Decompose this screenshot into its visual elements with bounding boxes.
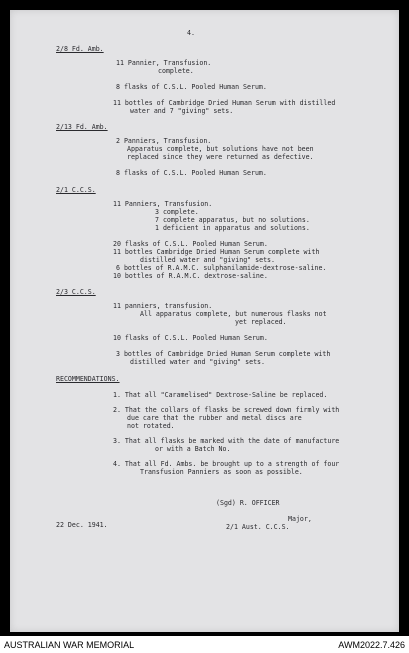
item-line: distilled water and "giving" sets. (140, 256, 275, 264)
item-line: 7 complete apparatus, but no solutions. (155, 216, 310, 224)
document-date: 22 Dec. 1941. (56, 521, 108, 529)
signature-line: (Sgd) R. OFFICER (216, 499, 280, 507)
section-heading: 2/13 Fd. Amb. (56, 123, 108, 131)
recommendation-line: Transfusion Panniers as soon as possible. (140, 468, 303, 476)
item-line: 10 flasks of C.S.L. Pooled Human Serum. (113, 334, 268, 342)
footer-accession-number: AWM2022.7.426 (338, 640, 405, 650)
item-line: 3 bottles of Cambridge Dried Human Serum complete with (116, 350, 331, 358)
recommendation-line: 1. That all "Caramelised" Dextrose-Saline be replaced. (113, 391, 328, 399)
item-line: Apparatus complete, but solutions have not been (127, 145, 314, 153)
recommendation-line: 2. That the collars of flasks be screwed down firmly with (113, 406, 340, 414)
section-heading: 2/1 C.C.S. (56, 186, 96, 194)
recommendation-line: or with a Batch No. (155, 445, 231, 453)
item-line: 11 bottles Cambridge Dried Human Serum complete with (113, 248, 320, 256)
item-line: 2 Panniers, Transfusion. (116, 137, 212, 145)
section-heading: 2/3 C.C.S. (56, 288, 96, 296)
item-line: 11 Panniers, Transfusion. (113, 200, 213, 208)
item-line: water and 7 "giving" sets. (130, 107, 234, 115)
item-line: 8 flasks of C.S.L. Pooled Human Serum. (116, 169, 267, 177)
item-line: 11 panniers, transfusion. (113, 302, 213, 310)
recommendation-line: 3. That all flasks be marked with the date of manufacture (113, 437, 340, 445)
item-line: 8 flasks of C.S.L. Pooled Human Serum. (116, 83, 267, 91)
item-line: yet replaced. (235, 318, 287, 326)
item-line: replaced since they were returned as defective. (127, 153, 314, 161)
item-line: distilled water and "giving" sets. (130, 358, 265, 366)
item-line: 6 bottles of R.A.M.C. sulphanilamide-dextrose-saline. (116, 264, 327, 272)
footer-bar (0, 636, 409, 653)
section-heading: 2/8 Fd. Amb. (56, 45, 104, 53)
recommendation-line: 4. That all Fd. Ambs. be brought up to a strength of four (113, 460, 340, 468)
recommendation-line: due care that the rubber and metal discs are (127, 414, 302, 422)
recommendations-heading: RECOMMENDATIONS. (56, 375, 120, 383)
signature-rank: Major, (288, 515, 312, 523)
item-line: 11 bottles of Cambridge Dried Human Serum with distilled (113, 99, 336, 107)
item-line: 20 flasks of C.S.L. Pooled Human Serum. (113, 240, 268, 248)
document-page (10, 10, 399, 632)
footer-institution: AUSTRALIAN WAR MEMORIAL (4, 640, 135, 650)
item-line: 10 bottles of R.A.M.C. dextrose-saline. (113, 272, 268, 280)
item-line: 1 deficient in apparatus and solutions. (155, 224, 310, 232)
item-line: 11 Pannier, Transfusion. (116, 59, 212, 67)
item-line: All apparatus complete, but numerous flasks not (140, 310, 327, 318)
page-number: 4. (187, 29, 195, 37)
item-line: 3 complete. (155, 208, 199, 216)
item-line: complete. (158, 67, 194, 75)
recommendation-line: not rotated. (127, 422, 175, 430)
signature-unit: 2/1 Aust. C.C.S. (226, 523, 290, 531)
